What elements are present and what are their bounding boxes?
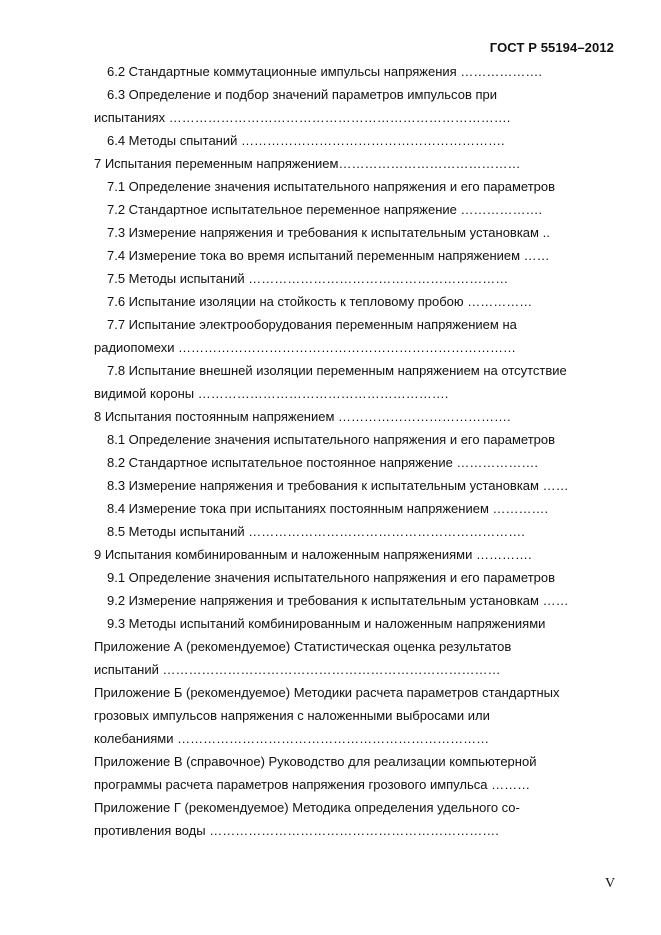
toc-line: испытаниях …………………………………………………………………….: [94, 110, 511, 125]
toc-line: 7.5 Методы испытаний ……………………………………………………: [107, 271, 509, 286]
toc-line: 6.2 Стандартные коммутационные импульсы напряжения ……………….: [107, 64, 542, 79]
toc-line: Приложение Б (рекомендуемое) Методики расчета параметров стандартных: [94, 685, 560, 700]
toc-line: Приложение В (справочное) Руководство для реализации компьютерной: [94, 754, 537, 769]
toc-line: 7.7 Испытание электрооборудования переменным напряжением на: [107, 317, 517, 332]
toc-line: противления воды ………………………………………………………….: [94, 823, 499, 838]
toc-line: 9.3 Методы испытаний комбинированным и наложенным напряжениями: [107, 616, 546, 631]
toc-line: 8 Испытания постоянным напряжением ………………………………….: [94, 409, 511, 424]
toc-line: Приложение А (рекомендуемое) Статистическая оценка результатов: [94, 639, 512, 654]
toc-line: 8.4 Измерение тока при испытаниях постоянным напряжением ………….: [107, 501, 549, 516]
toc-line: 7.1 Определение значения испытательного напряжения и его параметров: [107, 179, 556, 194]
toc-line: 8.1 Определение значения испытательного напряжения и его параметров: [107, 432, 556, 447]
toc-line: 7 Испытания переменным напряжением……………………………………: [94, 156, 521, 171]
toc-line: 7.3 Измерение напряжения и требования к испытательным установкам ..: [107, 225, 550, 240]
toc-line: 7.6 Испытание изоляции на стойкость к тепловому пробою ……………: [107, 294, 533, 309]
toc-line: 6.3 Определение и подбор значений параметров импульсов при: [107, 87, 497, 102]
toc-line: 9.1 Определение значения испытательного напряжения и его параметров: [107, 570, 556, 585]
page-number: V: [605, 876, 616, 891]
table-of-contents: [94, 60, 614, 842]
toc-line: Приложение Г (рекомендуемое) Методика определения удельного со-: [94, 800, 520, 815]
document-number: ГОСТ Р 55194–2012: [489, 40, 614, 55]
toc-line: 6.4 Методы спытаний …………………………………………………….: [107, 133, 505, 148]
toc-line: колебаниями ………………………………………………………………: [94, 731, 490, 746]
toc-line: 9.2 Измерение напряжения и требования к испытательным установкам ……: [107, 593, 569, 608]
toc-line: программы расчета параметров напряжения грозового импульса ………: [94, 777, 531, 792]
toc-line: 8.3 Измерение напряжения и требования к испытательным установкам ……: [107, 478, 569, 493]
toc-line: 8.5 Методы испытаний ……………………………………………………….: [107, 524, 525, 539]
toc-line: 7.4 Измерение тока во время испытаний переменным напряжением ……: [107, 248, 550, 263]
toc-line: испытаний ……………………………………………………………………: [94, 662, 501, 677]
toc-line: 7.8 Испытание внешней изоляции переменным напряжением на отсутствие: [107, 363, 567, 378]
toc-line: 7.2 Стандартное испытательное переменное напряжение ……………….: [107, 202, 543, 217]
toc-line: 8.2 Стандартное испытательное постоянное напряжение ……………….: [107, 455, 539, 470]
toc-line: радиопомехи ……………………………………………………………………: [94, 340, 517, 355]
toc-line: грозовых импульсов напряжения с наложенными выбросами или: [94, 708, 490, 723]
toc-line: видимой короны ………………………………………………….: [94, 386, 449, 401]
toc-line: 9 Испытания комбинированным и наложенным напряжениями ………….: [94, 547, 532, 562]
